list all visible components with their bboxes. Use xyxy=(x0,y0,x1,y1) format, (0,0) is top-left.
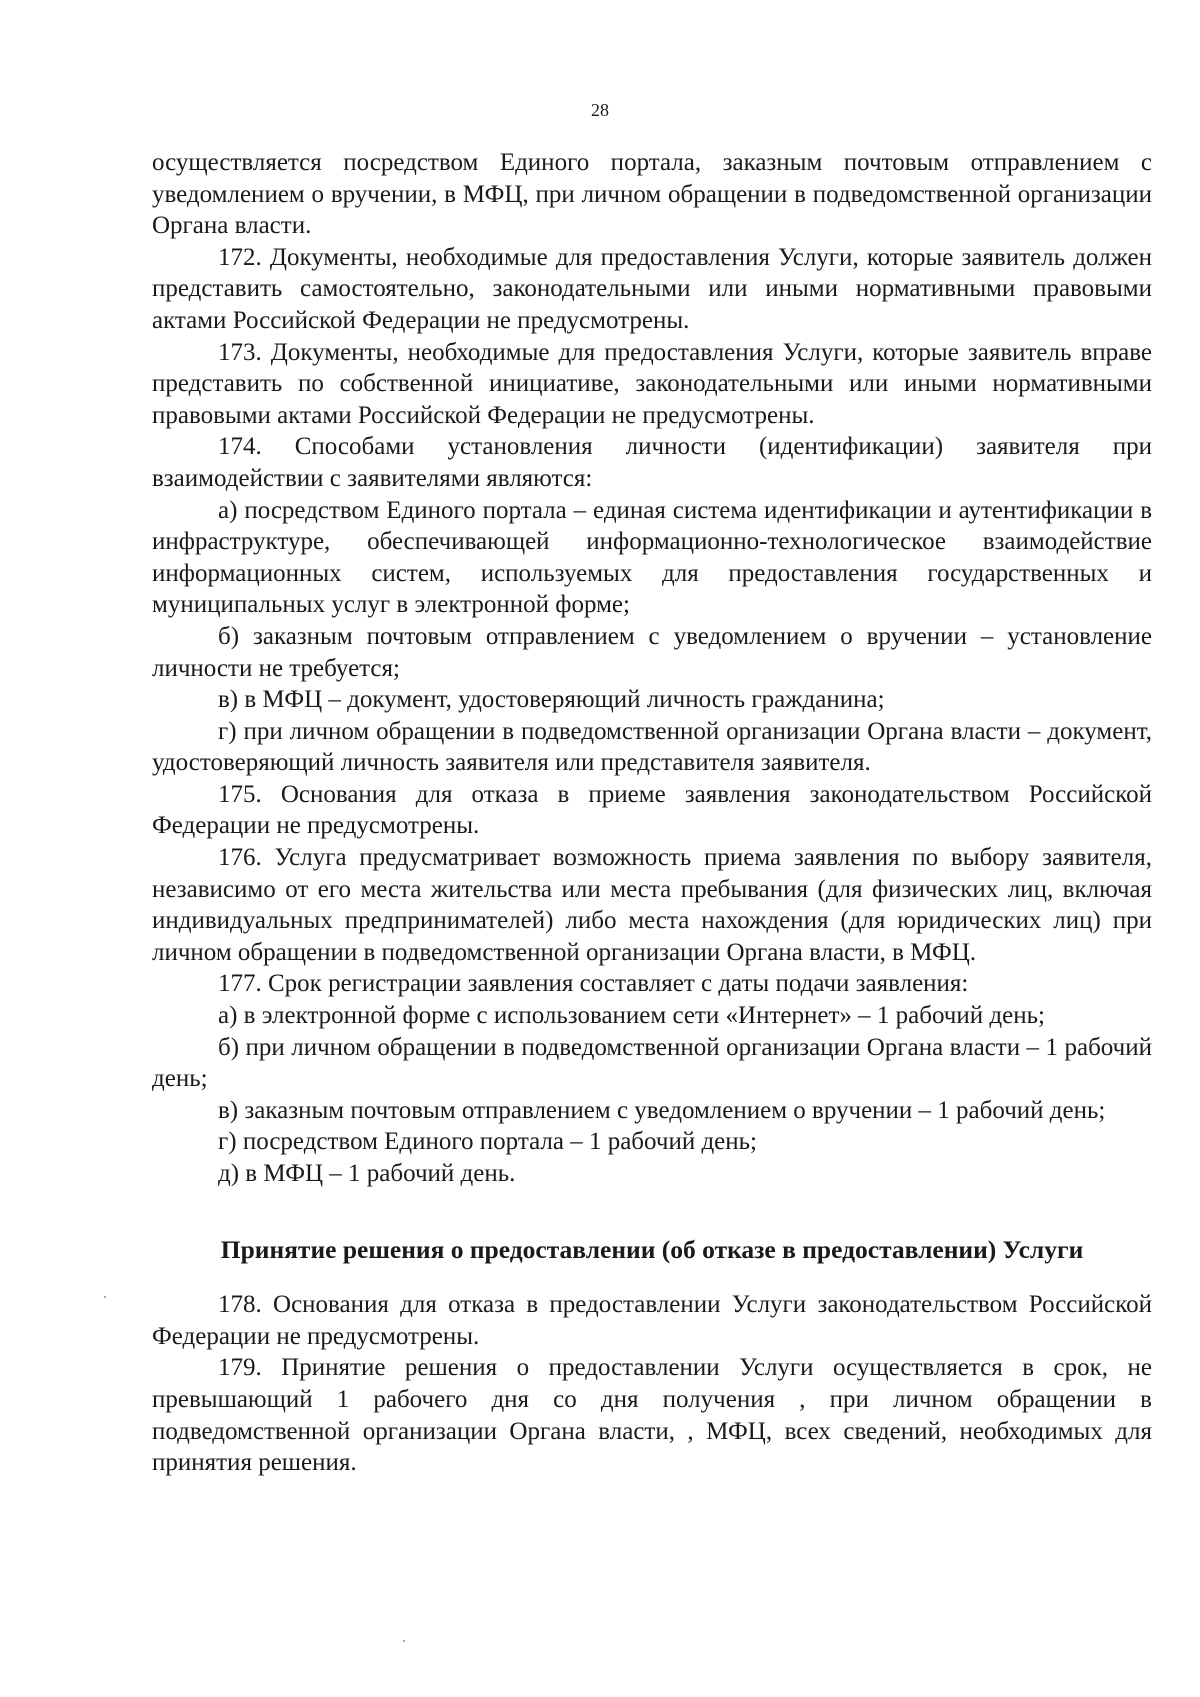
paragraph-174: 174. Способами установления личности (идентификации) заявителя при взаимодействии с заявителями являются: xyxy=(152,433,1152,492)
document-body xyxy=(152,147,1152,1479)
paragraph-177-b: б) при личном обращении в подведомственной организации Органа власти – 1 рабочий день; xyxy=(152,1033,1152,1093)
scan-artifact-dot xyxy=(104,1296,106,1298)
paragraph-174-g: г) при личном обращении в подведомственной организации Органа власти – документ, удостоверяющий личность заявителя или представителя заявителя. xyxy=(152,717,1152,777)
paragraph-178: 178. Основания для отказа в предоставлении Услуги законодательством Российской Федерации не предусмотрены. xyxy=(152,1291,1152,1350)
paragraph-176: 176. Услуга предусматривает возможность приема заявления по выбору заявителя, независимо от его места жительства или места пребывания (для физических лиц, включая индивидуальных предпринимателей) либо места нахождения (для юридических лиц) при личном обращении в подведомственной организации Органа власти, в МФЦ. xyxy=(152,844,1152,966)
page-number: 28 xyxy=(591,100,609,120)
paragraph-173: 173. Документы, необходимые для предоставления Услуги, которые заявитель вправе представить по собственной инициативе, законодательными или иными нормативными правовыми актами Российской Федерации не предусмотрены. xyxy=(152,338,1152,429)
paragraph-175: 175. Основания для отказа в приеме заявления законодательством Российской Федерации не предусмотрены. xyxy=(152,780,1152,840)
paragraph-179: 179. Принятие решения о предоставлении Услуги осуществляется в срок, не превышающий 1 рабочего дня со дня получения , при личном обращении в подведомственной организации Органа власти, , МФЦ, всех сведений, необходимых для принятия решения. xyxy=(152,1354,1152,1477)
paragraph-172: 172. Документы, необходимые для предоставления Услуги, которые заявитель должен представить самостоятельно, законодательными или иными нормативными правовыми актами Российской Федерации не предусмотрены. xyxy=(152,243,1152,334)
section-heading: Принятие решения о предоставлении (об отказе в предоставлении) Услуги xyxy=(220,1234,1084,1264)
paragraph-174-a: а) посредством Единого портала – единая система идентификации и аутентификации в инфраструктуре, обеспечивающей информационно-технологическое взаимодействие информационных систем, используемых для предоставления государственных и муниципальных услуг в электронной форме; xyxy=(152,496,1152,619)
scan-artifact-dot xyxy=(403,1640,405,1642)
paragraph-continuation: осуществляется посредством Единого портала, заказным почтовым отправлением с уведомлением о вручении, в МФЦ, при личном обращении в подведомственной организации Органа власти. xyxy=(152,149,1152,240)
paragraph-177-g: г) посредством Единого портала – 1 рабочий день; xyxy=(218,1128,758,1156)
paragraph-177-d: д) в МФЦ – 1 рабочий день. xyxy=(218,1160,516,1187)
paragraph-177-v: в) заказным почтовым отправлением с уведомлением о вручении – 1 рабочий день; xyxy=(218,1096,1106,1124)
paragraph-174-v: в) в МФЦ – документ, удостоверяющий личность гражданина; xyxy=(218,686,885,714)
paragraph-174-b: б) заказным почтовым отправлением с уведомлением о вручении – установление личности не требуется; xyxy=(152,622,1152,682)
paragraph-177: 177. Срок регистрации заявления составляет с даты подачи заявления: xyxy=(218,970,969,998)
paragraph-177-a: а) в электронной форме с использованием сети «Интернет» – 1 рабочий день; xyxy=(218,1002,1045,1030)
